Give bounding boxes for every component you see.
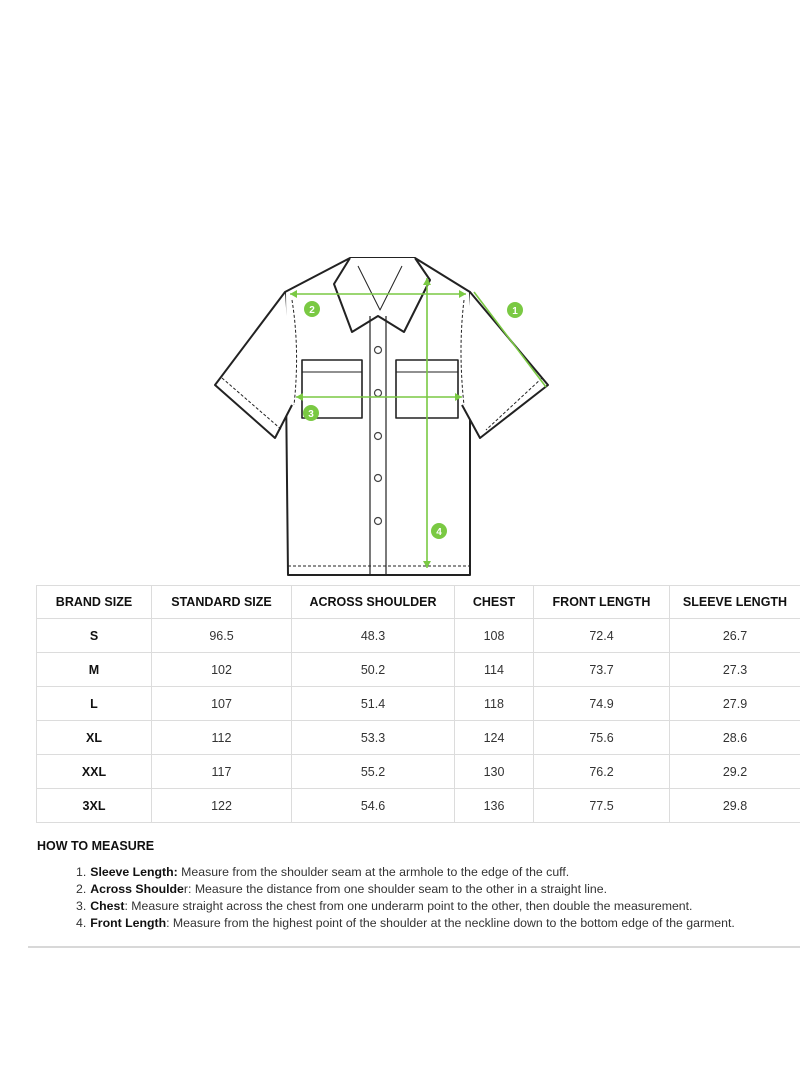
cell-chest: 124 xyxy=(455,721,534,755)
cell-sleeve-length: 27.3 xyxy=(670,653,800,687)
cell-across-shoulder: 48.3 xyxy=(292,619,455,653)
cell-brand-size: 3XL xyxy=(37,789,152,823)
item-number: 3. xyxy=(76,899,87,913)
cell-sleeve-length: 29.8 xyxy=(670,789,800,823)
cell-front-length: 72.4 xyxy=(534,619,670,653)
item-number: 1. xyxy=(76,865,87,879)
cell-sleeve-length: 27.9 xyxy=(670,687,800,721)
cell-standard-size: 107 xyxy=(152,687,292,721)
cell-across-shoulder: 55.2 xyxy=(292,755,455,789)
marker-3 xyxy=(303,405,319,421)
item-description: r: Measure the distance from one shoulder seam to the other in a straight line. xyxy=(183,882,607,896)
cell-front-length: 74.9 xyxy=(534,687,670,721)
list-item xyxy=(76,915,796,932)
header-across-shoulder: ACROSS SHOULDER xyxy=(292,586,455,619)
list-item xyxy=(76,881,796,898)
size-chart-table xyxy=(36,585,800,823)
item-term: Chest xyxy=(90,899,125,913)
cell-sleeve-length: 29.2 xyxy=(670,755,800,789)
item-term: Across Shoulde xyxy=(90,882,184,896)
cell-sleeve-length: 28.6 xyxy=(670,721,800,755)
item-number: 4. xyxy=(76,916,87,930)
table-header-row xyxy=(37,586,800,619)
cell-front-length: 73.7 xyxy=(534,653,670,687)
cell-front-length: 76.2 xyxy=(534,755,670,789)
table-row xyxy=(37,789,800,823)
item-term: Sleeve Length: xyxy=(90,865,178,879)
header-standard-size: STANDARD SIZE xyxy=(152,586,292,619)
item-description: : Measure from the highest point of the shoulder at the neckline down to the bottom edge of the garment. xyxy=(166,916,735,930)
cell-chest: 118 xyxy=(455,687,534,721)
shirt-outline xyxy=(215,258,548,575)
cell-across-shoulder: 54.6 xyxy=(292,789,455,823)
cell-brand-size: XL xyxy=(37,721,152,755)
shirt-measurement-diagram xyxy=(0,240,800,585)
item-number: 2. xyxy=(76,882,87,896)
table-row xyxy=(37,721,800,755)
cell-brand-size: M xyxy=(37,653,152,687)
cell-across-shoulder: 53.3 xyxy=(292,721,455,755)
marker-4-label: 4 xyxy=(436,527,442,538)
bottom-divider xyxy=(28,946,800,948)
cell-brand-size: S xyxy=(37,619,152,653)
marker-2 xyxy=(304,301,320,317)
marker-1 xyxy=(507,302,523,318)
list-item xyxy=(76,864,796,881)
item-term: Front Length xyxy=(90,916,167,930)
table-row xyxy=(37,653,800,687)
cell-standard-size: 102 xyxy=(152,653,292,687)
cell-brand-size: L xyxy=(37,687,152,721)
header-sleeve-length: SLEEVE LENGTH xyxy=(670,586,800,619)
cell-chest: 108 xyxy=(455,619,534,653)
marker-4 xyxy=(431,523,447,539)
item-description: Measure from the shoulder seam at the armhole to the edge of the cuff. xyxy=(177,865,570,879)
header-brand-size: BRAND SIZE xyxy=(37,586,152,619)
item-description: : Measure straight across the chest from one underarm point to the other, then double the measurement. xyxy=(124,899,693,913)
cell-chest: 114 xyxy=(455,653,534,687)
cell-front-length: 75.6 xyxy=(534,721,670,755)
cell-chest: 130 xyxy=(455,755,534,789)
cell-standard-size: 122 xyxy=(152,789,292,823)
cell-across-shoulder: 50.2 xyxy=(292,653,455,687)
header-front-length: FRONT LENGTH xyxy=(534,586,670,619)
marker-2-label: 2 xyxy=(309,305,315,316)
table-row xyxy=(37,687,800,721)
cell-sleeve-length: 26.7 xyxy=(670,619,800,653)
cell-standard-size: 117 xyxy=(152,755,292,789)
cell-standard-size: 112 xyxy=(152,721,292,755)
cell-front-length: 77.5 xyxy=(534,789,670,823)
marker-1-label: 1 xyxy=(512,306,518,317)
how-to-measure-title: HOW TO MEASURE xyxy=(37,839,155,853)
cell-standard-size: 96.5 xyxy=(152,619,292,653)
cell-brand-size: XXL xyxy=(37,755,152,789)
marker-3-label: 3 xyxy=(308,409,314,420)
list-item xyxy=(76,898,796,915)
how-to-measure-list xyxy=(76,864,796,932)
header-chest: CHEST xyxy=(455,586,534,619)
table-row xyxy=(37,755,800,789)
cell-across-shoulder: 51.4 xyxy=(292,687,455,721)
cell-chest: 136 xyxy=(455,789,534,823)
table-row xyxy=(37,619,800,653)
